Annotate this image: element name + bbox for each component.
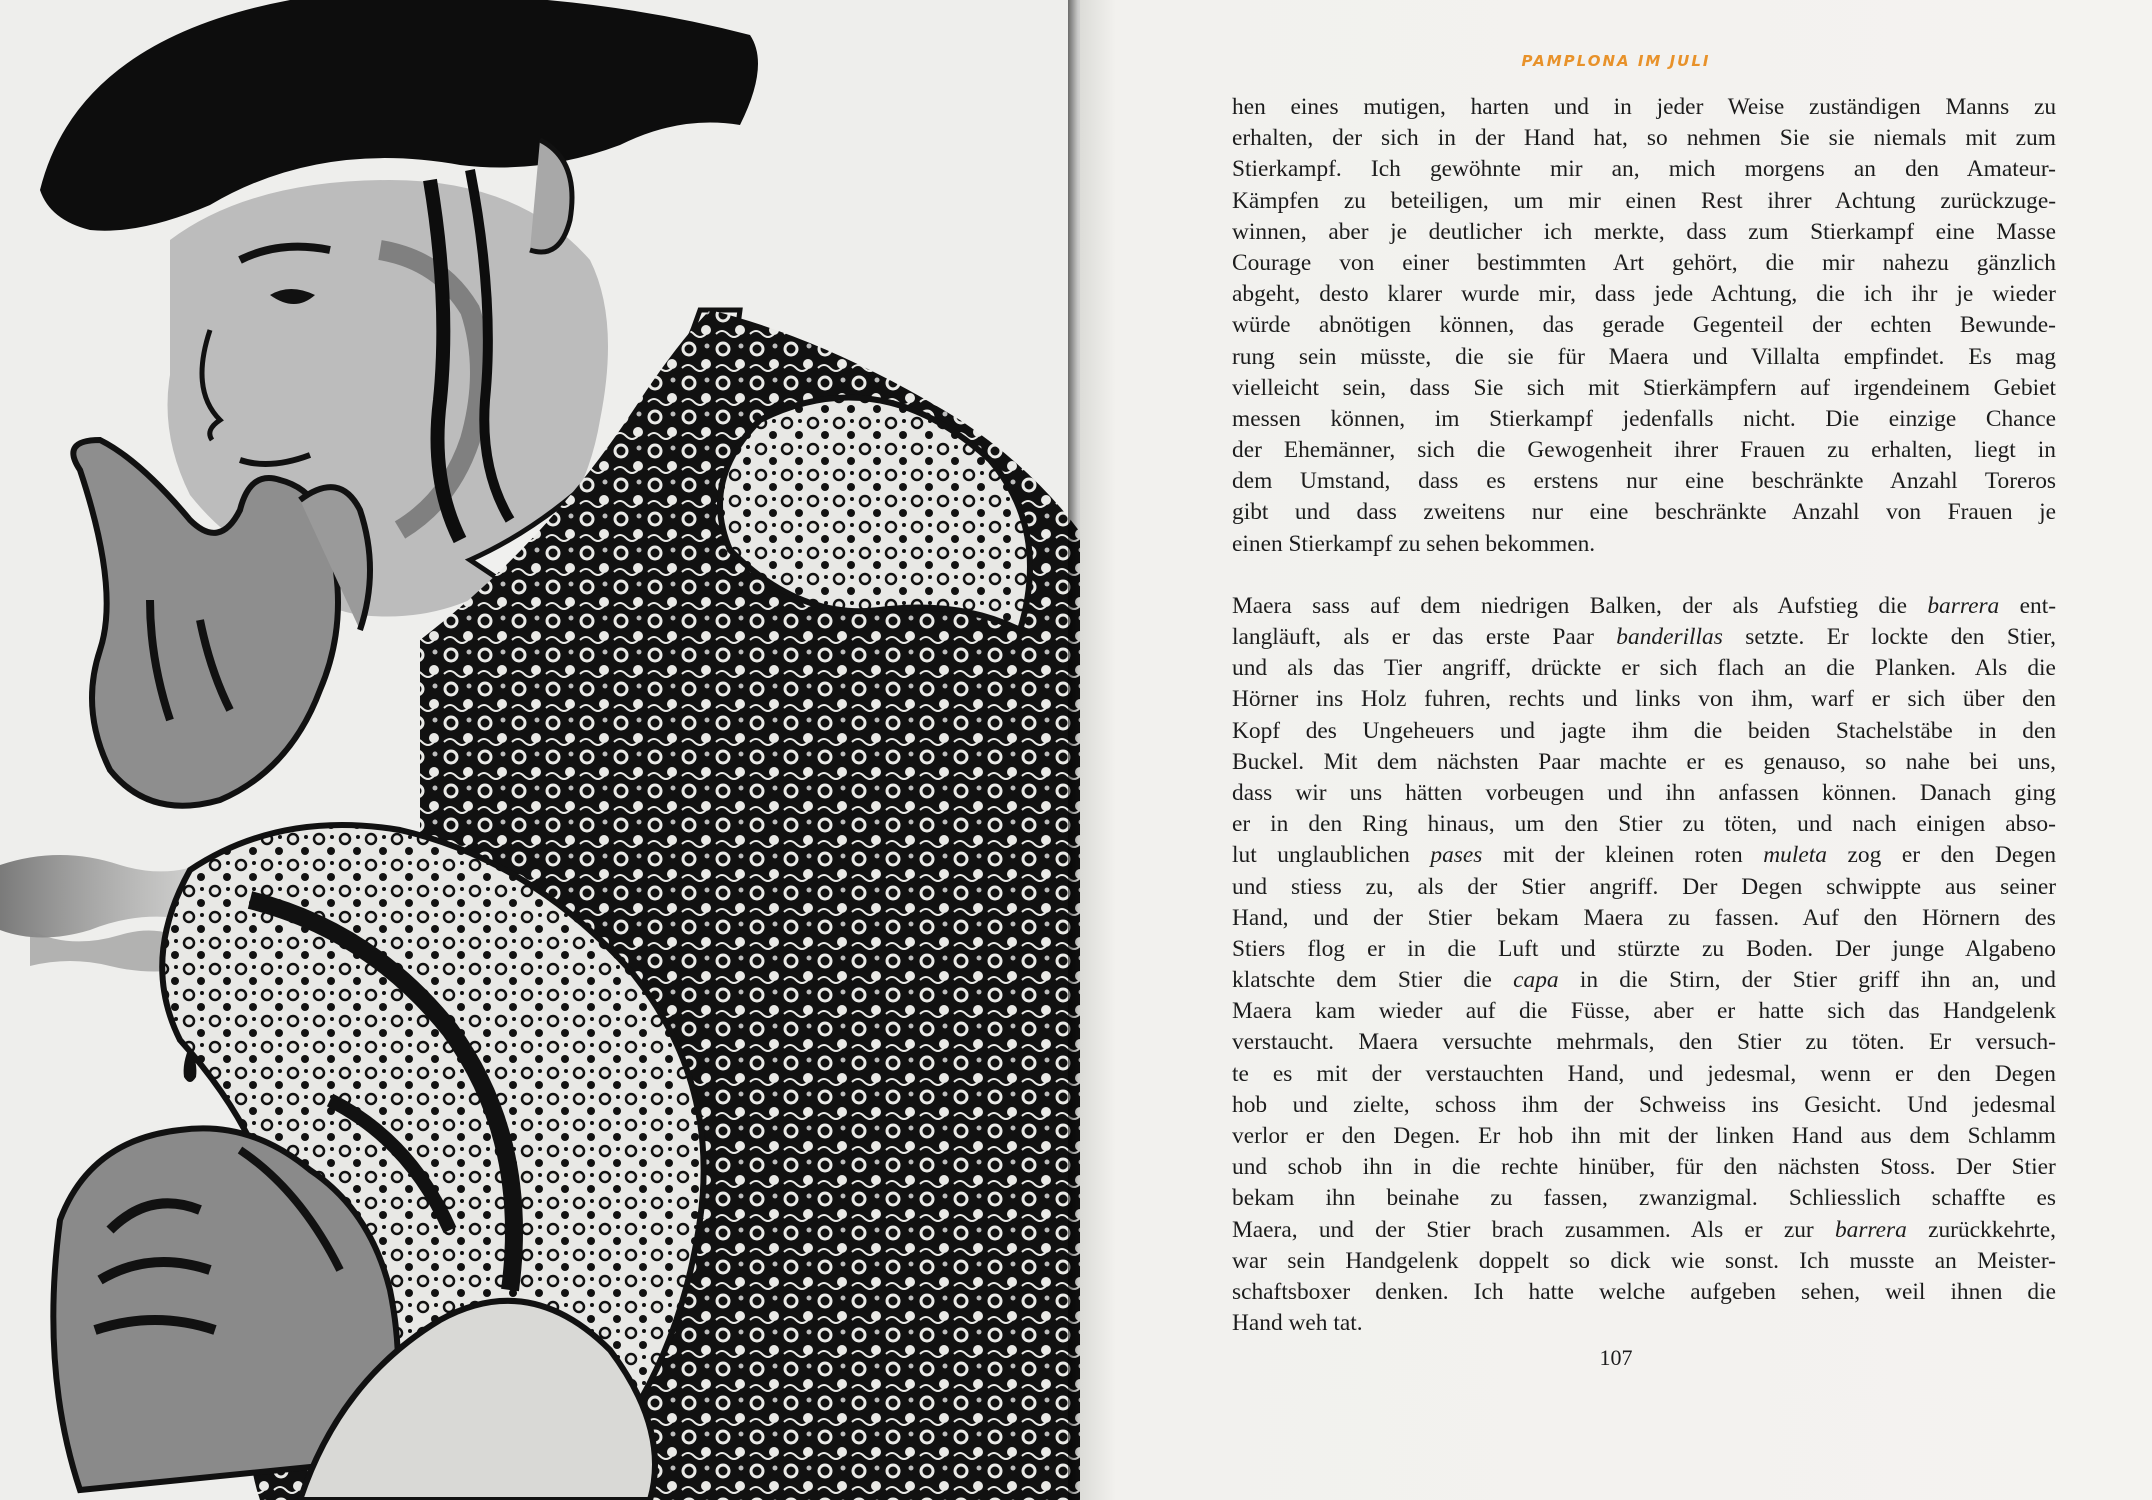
text-line: hob und zielte, schoss ihm der Schweiss ins Gesicht. Und jedesmal	[1232, 1091, 2057, 1118]
text-line: Maera sass auf dem niedrigen Balken, der als Aufstieg die barrera ent-	[1232, 592, 2056, 619]
text-line: war sein Handgelenk doppelt so dick wie sonst. Ich musste an Meister-	[1232, 1247, 2056, 1274]
text-line: bekam ihn beinahe zu fassen, zwanzigmal. Schliesslich schaffte es	[1232, 1185, 2056, 1212]
text-line: Kopf des Ungeheuers und jagte ihm die beiden Stachelstäbe in den	[1232, 717, 2057, 744]
text-line: lut unglaublichen pases mit der kleinen roten muleta zog er den Degen	[1232, 842, 2057, 869]
text-line: Courage von einer bestimmten Art gehört, die mir nahezu gänzlich	[1232, 249, 2056, 276]
text-line: schaftsboxer denken. Ich hatte welche aufgeben sehen, weil ihnen die	[1232, 1278, 2056, 1305]
text-line: dem Umstand, dass es erstens nur eine beschränkte Anzahl Toreros	[1232, 468, 2057, 495]
text-line: und als das Tier angriff, drückte er sich flach an die Planken. Als die	[1232, 655, 2056, 682]
text-line: vielleicht sein, dass Sie sich mit Stierkämpfern auf irgendeinem Gebiet	[1232, 374, 2056, 401]
text-line: Hand weh tat.	[1232, 1310, 1363, 1337]
text-line: dass wir uns hätten vorbeugen und ihn anfassen können. Danach ging	[1232, 779, 2056, 806]
text-line: te es mit der verstauchten Hand, und jedesmal, wenn er den Degen	[1232, 1060, 2056, 1087]
paragraph-1	[1232, 92, 2056, 560]
body-text	[1232, 92, 2056, 1339]
text-line: Kämpfen zu beteiligen, um mir einen Rest ihrer Achtung zurückzuge-	[1232, 187, 2056, 214]
text-line: Stierkampf. Ich gewöhnte mir an, mich morgens an den Amateur-	[1232, 156, 2056, 183]
text-line: und schob ihn in die rechte hinüber, für den nächsten Stoss. Der Stier	[1232, 1154, 2056, 1181]
text-line: Maera, und der Stier brach zusammen. Als er zur barrera zurückkehrte,	[1232, 1216, 2057, 1243]
text-line: hen eines mutigen, harten und in jeder Weise zuständigen Manns zu	[1232, 94, 2057, 120]
text-line: Hörner ins Holz fuhren, rechts und links von ihm, warf er sich über den	[1232, 686, 2056, 713]
text-line: würde abnötigen können, das gerade Gegenteil der echten Bewunde-	[1232, 312, 2056, 339]
text-line: er in den Ring hinaus, um den Stier zu töten, und nach einigen abso-	[1232, 811, 2056, 838]
paragraph-2	[1232, 591, 2056, 1340]
text-line: Maera kam wieder auf die Füsse, aber er hatte sich das Handgelenk	[1232, 998, 2056, 1025]
text-line: und stiess zu, als der Stier angriff. Der Degen schwippte aus seiner	[1232, 873, 2056, 900]
text-line: Buckel. Mit dem nächsten Paar machte er es genauso, so nahe bei uns,	[1232, 748, 2056, 775]
text-line: Stiers flog er in die Luft und stürzte zu Boden. Der junge Algabeno	[1232, 935, 2056, 962]
page-number: 107	[1599, 1345, 1633, 1370]
text-line: abgeht, desto klarer wurde mir, dass jede Achtung, die ich ihr je wieder	[1232, 281, 2056, 308]
running-head: PAMPLONA IM JULI	[1521, 52, 1711, 70]
text-line: gibt und dass zweitens nur eine beschränkte Anzahl von Frauen je	[1232, 499, 2056, 526]
text-line: einen Stierkampf zu sehen bekommen.	[1232, 530, 1596, 557]
text-line: erhalten, der sich in der Hand hat, so nehmen Sie sie niemals mit zum	[1232, 125, 2056, 152]
right-page	[1080, 0, 2152, 1500]
text-line: verstaucht. Maera versuchte mehrmals, den Stier zu töten. Er versuch-	[1232, 1029, 2056, 1056]
text-line: der Ehemänner, sich die Gewogenheit ihrer Frauen zu erhalten, liegt in	[1232, 437, 2056, 464]
text-line: messen können, im Stierkampf jedenfalls nicht. Die einzige Chance	[1232, 405, 2056, 432]
text-line: klatschte dem Stier die capa in die Stirn, der Stier griff ihn an, und	[1232, 967, 2056, 994]
text-line: langläuft, als er das erste Paar banderillas setzte. Er lockte den Stier,	[1232, 624, 2056, 650]
text-line: Hand, und der Stier bekam Maera zu fassen. Auf den Hörnern des	[1232, 904, 2056, 931]
text-line: winnen, aber je deutlicher ich merkte, dass zum Stierkampf eine Masse	[1232, 218, 2056, 245]
text-line: rung sein müsste, die sie für Maera und Villalta empfindet. Es mag	[1232, 343, 2056, 370]
text-line: verlor er den Degen. Er hob ihn mit der linken Hand aus dem Schlamm	[1232, 1123, 2056, 1149]
